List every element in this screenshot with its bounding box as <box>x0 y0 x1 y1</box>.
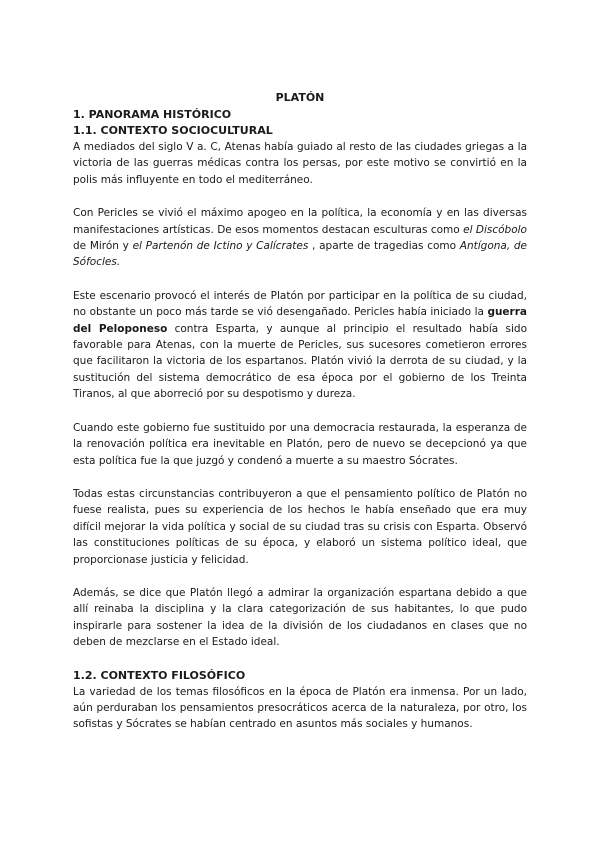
spacer <box>73 271 527 288</box>
paragraph-1: A mediados del siglo V a. C, Atenas había guiado al resto de las ciudades griegas a la victoria de las guerras médicas contra los persas, por este motivo se convirtió en la polis más influyente en todo el mediterráneo. <box>73 141 527 186</box>
artwork-antigona: Antígona, de Sófocles. <box>73 240 527 269</box>
subsection-heading-filosofico: 1.2. CONTEXTO FILOSÓFICO <box>73 668 246 682</box>
paragraph-3-text-c: contra Esparta, y aunque al principio el resultado había sido favorable para Atenas, con la muerte de Pericles, sus sucesores cometieron errores que facilitaron la victoria de los espartanos. Platón vivió la derrota de su ciudad, y la sustitución del sistema democrático de esa época por el gobierno de los Treinta Tiranos, al que aborreció por su despotismo y dureza. <box>73 322 527 401</box>
artwork-discobolo: el Discóbolo <box>463 223 527 236</box>
document-title: PLATÓN <box>275 91 325 104</box>
paragraph-3-text-a: Este escenario provocó el interés de Platón por participar en la política de su ciudad, no obstante un poco más tarde se vió desengañado. Pericles había iniciado la <box>73 289 527 319</box>
artwork-partenon: el Partenón de Ictino y Calícrates <box>132 240 309 253</box>
paragraph-2 <box>73 205 527 271</box>
paragraph-3 <box>73 288 527 403</box>
spacer <box>73 568 527 585</box>
document-page <box>73 90 527 733</box>
paragraph-2-text-a: Con Pericles se vivió el máximo apogeo en la política, la economía y en las diversas manifestaciones artísticas. De esos momentos destacan esculturas como <box>73 207 527 236</box>
paragraph-7: La variedad de los temas filosóficos en la época de Platón era inmensa. Por un lado, aún perduraban los pensamientos presocráticos acerca de la naturaleza, por otro, los sofistas y Sócrates se habían centrado en asuntos más sociales y humanos. <box>73 685 527 731</box>
section-heading-panorama: 1. PANORAMA HISTÓRICO <box>73 108 232 121</box>
term-guerra-peloponeso: guerra del Peloponeso <box>73 306 527 335</box>
spacer <box>73 403 527 420</box>
subsection-heading-sociocultural: 1.1. CONTEXTO SOCIOCULTURAL <box>73 124 273 137</box>
spacer <box>73 651 527 668</box>
paragraph-2-text-c: de Mirón y <box>73 240 133 253</box>
paragraph-2-text-e: , aparte de tragedias como <box>308 240 460 253</box>
paragraph-6: Además, se dice que Platón llegó a admirar la organización espartana debido a que allí reinaba la disciplina y la clara categorización de sus habitantes, lo que pudo inspirarle para sostener la idea de la división de los ciudadanos en clases que no deben de mezclarse en el Estado ideal. <box>73 586 527 649</box>
spacer <box>73 188 527 205</box>
spacer <box>73 469 527 486</box>
paragraph-4: Cuando este gobierno fue sustituido por una democracia restaurada, la esperanza de la renovación política era inevitable en Platón, pero de nuevo se decepcionó ya que esta política fue la que juzgó y condenó a muerte a su maestro Sócrates. <box>73 421 527 467</box>
paragraph-5: Todas estas circunstancias contribuyeron a que el pensamiento político de Platón no fuese realista, pues su experiencia de los hechos le había enseñado que era muy difícil mejorar la vida política y social de su ciudad tras su crisis con Esparta. Observó las constituciones políticas de su época, y elaboró un sistema político ideal, que proporcionase justicia y felicidad. <box>73 487 527 566</box>
